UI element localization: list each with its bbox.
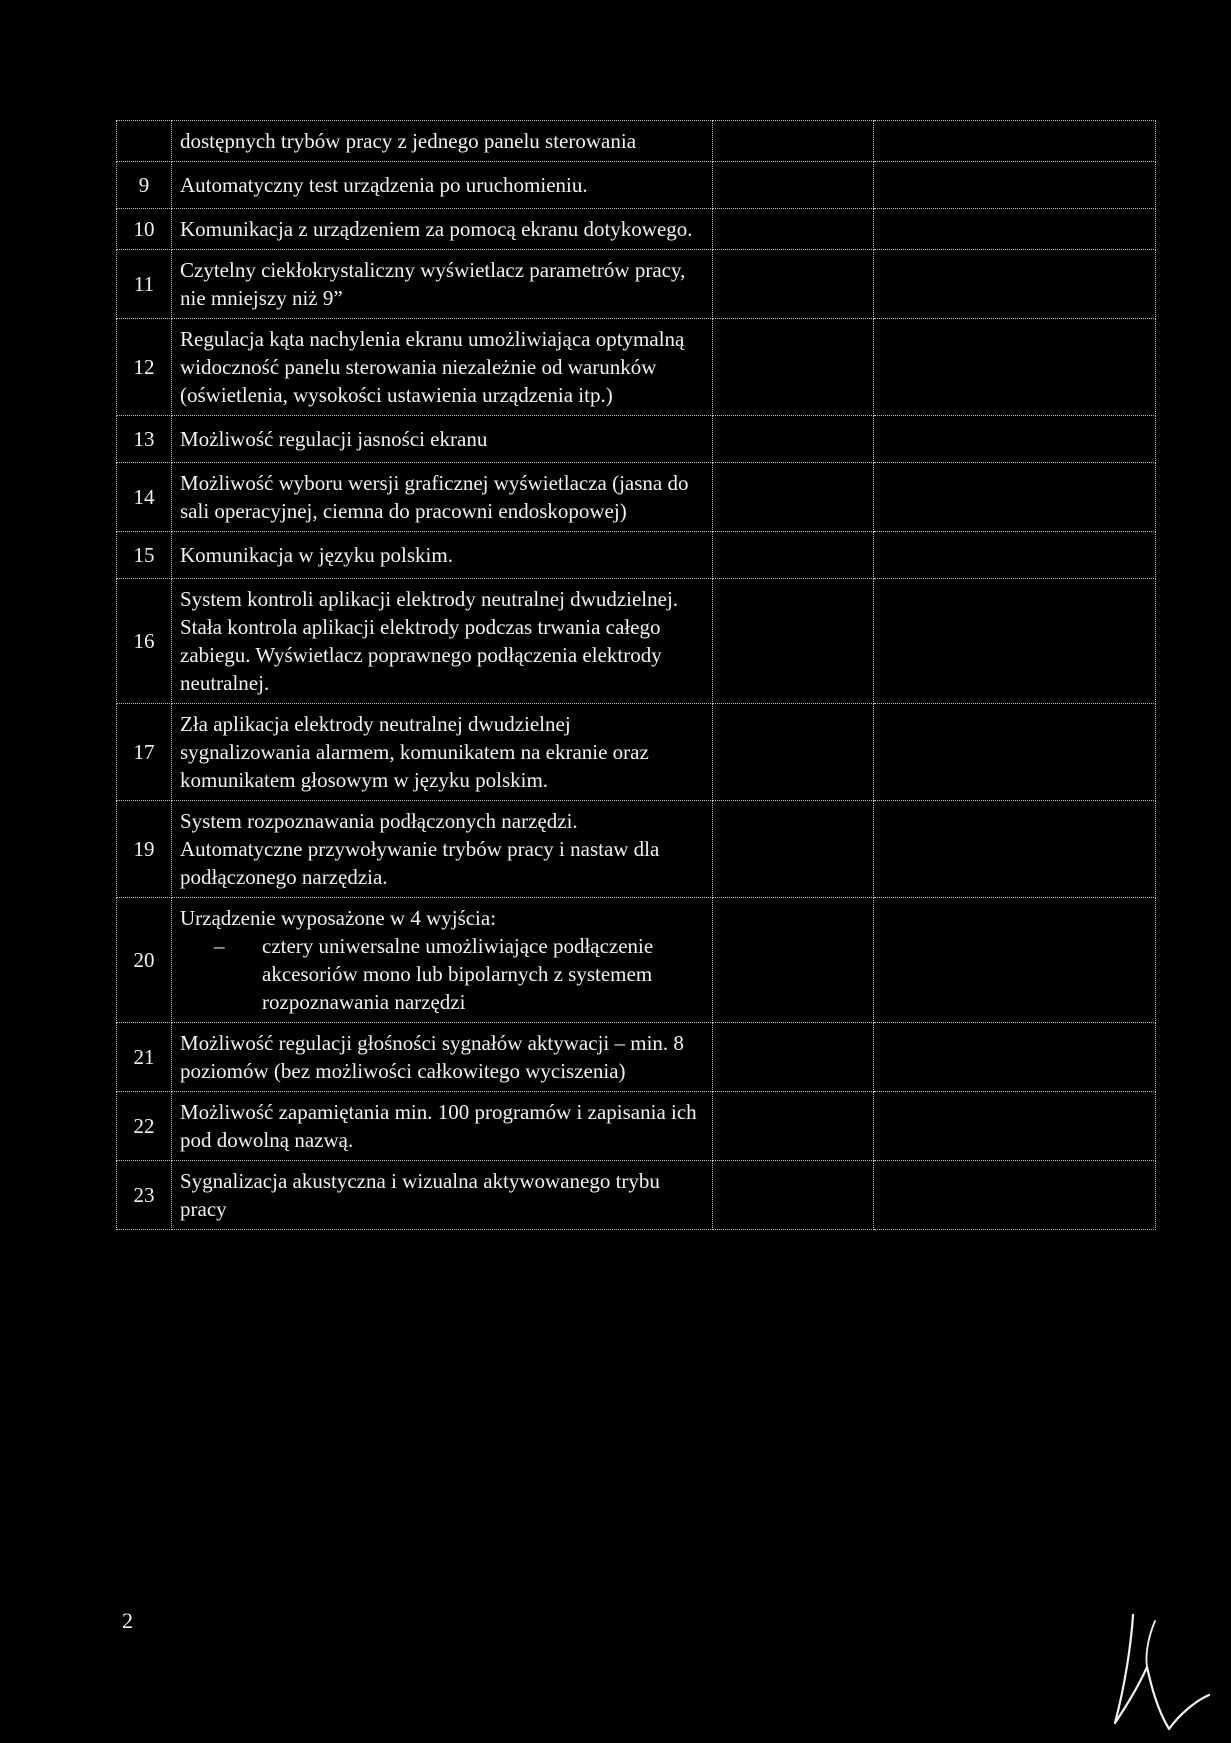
- row-description: dostępnych trybów pracy z jednego panelu sterowania: [172, 121, 713, 162]
- page-number: 2: [122, 1608, 133, 1633]
- empty-cell: [713, 1092, 874, 1161]
- row-number: 20: [117, 898, 172, 1023]
- table-row: [117, 250, 1156, 319]
- row-description: System kontroli aplikacji elektrody neutralnej dwudzielnej. Stała kontrola aplikacji elektrody podczas trwania całego zabiegu. Wyświetlacz poprawnego podłączenia elektrody neutralnej.: [172, 579, 713, 704]
- empty-cell: [713, 121, 874, 162]
- row-description: Komunikacja w języku polskim.: [172, 532, 713, 579]
- row-description: [172, 898, 713, 1023]
- row-description: Automatyczny test urządzenia po uruchomieniu.: [172, 162, 713, 209]
- spec-table: [116, 120, 1156, 1230]
- row-number: 16: [117, 579, 172, 704]
- list-item: [180, 932, 704, 1016]
- empty-cell: [874, 463, 1156, 532]
- row-number: 15: [117, 532, 172, 579]
- empty-cell: [874, 319, 1156, 416]
- table-row: [117, 121, 1156, 162]
- empty-cell: [874, 209, 1156, 250]
- row-number: 22: [117, 1092, 172, 1161]
- row-number: 14: [117, 463, 172, 532]
- list-item-text: cztery uniwersalne umożliwiające podłączenie akcesoriów mono lub bipolarnych z systemem rozpoznawania narzędzi: [262, 934, 654, 1014]
- row-number: 21: [117, 1023, 172, 1092]
- empty-cell: [874, 898, 1156, 1023]
- empty-cell: [713, 801, 874, 898]
- row-number: [117, 121, 172, 162]
- empty-cell: [874, 250, 1156, 319]
- row-intro-text: Urządzenie wyposażone w 4 wyjścia:: [180, 906, 497, 930]
- row-description: Możliwość regulacji głośności sygnałów aktywacji – min. 8 poziomów (bez możliwości całkowitego wyciszenia): [172, 1023, 713, 1092]
- row-description: Możliwość regulacji jasności ekranu: [172, 416, 713, 463]
- dash-bullet: –: [214, 934, 225, 958]
- empty-cell: [713, 162, 874, 209]
- empty-cell: [713, 532, 874, 579]
- row-number: 11: [117, 250, 172, 319]
- row-description: Możliwość zapamiętania min. 100 programów i zapisania ich pod dowolną nazwą.: [172, 1092, 713, 1161]
- empty-cell: [713, 1023, 874, 1092]
- row-number: 10: [117, 209, 172, 250]
- empty-cell: [713, 250, 874, 319]
- table-row: [117, 209, 1156, 250]
- empty-cell: [874, 801, 1156, 898]
- row-description: System rozpoznawania podłączonych narzędzi. Automatyczne przywoływanie trybów pracy i nastaw dla podłączonego narzędzia.: [172, 801, 713, 898]
- empty-cell: [713, 704, 874, 801]
- table-row: [117, 319, 1156, 416]
- table-row: [117, 1092, 1156, 1161]
- empty-cell: [874, 162, 1156, 209]
- empty-cell: [713, 1161, 874, 1230]
- row-description: Możliwość wyboru wersji graficznej wyświetlacza (jasna do sali operacyjnej, ciemna do pracowni endoskopowej): [172, 463, 713, 532]
- empty-cell: [874, 416, 1156, 463]
- empty-cell: [713, 209, 874, 250]
- empty-cell: [874, 1161, 1156, 1230]
- table-row: [117, 1161, 1156, 1230]
- table-row: [117, 898, 1156, 1023]
- empty-cell: [874, 121, 1156, 162]
- row-number: 17: [117, 704, 172, 801]
- row-number: 23: [117, 1161, 172, 1230]
- table-row: [117, 801, 1156, 898]
- table-row: [117, 579, 1156, 704]
- row-description: Zła aplikacja elektrody neutralnej dwudzielnej sygnalizowania alarmem, komunikatem na ekranie oraz komunikatem głosowym w języku polskim.: [172, 704, 713, 801]
- empty-cell: [713, 898, 874, 1023]
- row-number: 13: [117, 416, 172, 463]
- table-row: [117, 416, 1156, 463]
- empty-cell: [874, 579, 1156, 704]
- table-row: [117, 704, 1156, 801]
- empty-cell: [713, 579, 874, 704]
- row-number: 12: [117, 319, 172, 416]
- empty-cell: [713, 319, 874, 416]
- empty-cell: [874, 1023, 1156, 1092]
- row-description: Regulacja kąta nachylenia ekranu umożliwiająca optymalną widoczność panelu sterowania niezależnie od warunków (oświetlenia, wysokości ustawienia urządzenia itp.): [172, 319, 713, 416]
- empty-cell: [874, 1092, 1156, 1161]
- table-row: [117, 162, 1156, 209]
- row-number: 19: [117, 801, 172, 898]
- empty-cell: [713, 463, 874, 532]
- table-row: [117, 1023, 1156, 1092]
- row-description: Sygnalizacja akustyczna i wizualna aktywowanego trybu pracy: [172, 1161, 713, 1230]
- table-row: [117, 532, 1156, 579]
- signature-icon: [1105, 1605, 1215, 1737]
- table-row: [117, 463, 1156, 532]
- sub-list: [180, 932, 704, 1016]
- row-description: Komunikacja z urządzeniem za pomocą ekranu dotykowego.: [172, 209, 713, 250]
- row-description: Czytelny ciekłokrystaliczny wyświetlacz parametrów pracy, nie mniejszy niż 9”: [172, 250, 713, 319]
- row-number: 9: [117, 162, 172, 209]
- empty-cell: [874, 704, 1156, 801]
- empty-cell: [713, 416, 874, 463]
- empty-cell: [874, 532, 1156, 579]
